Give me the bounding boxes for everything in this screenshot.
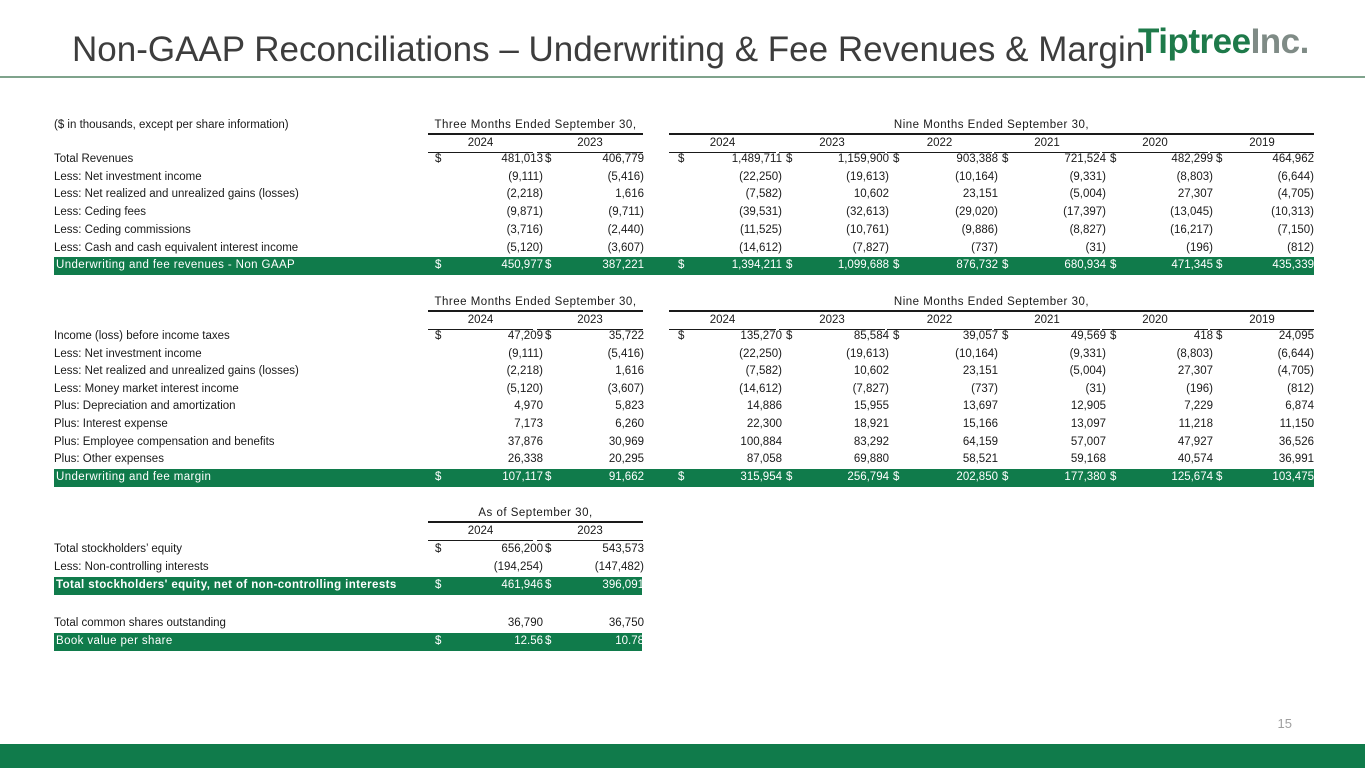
currency-symbol: $ — [893, 330, 900, 342]
cell-value: 36,750 — [608, 617, 644, 629]
three-months-header: Three Months Ended September 30, — [434, 296, 637, 308]
book-value-row — [54, 633, 642, 651]
year-header: 2020 — [1142, 314, 1168, 326]
row-label: Plus: Employee compensation and benefits — [54, 435, 275, 448]
year-header: 2022 — [926, 137, 953, 149]
year-header: 2023 — [577, 525, 603, 537]
row-label: Plus: Interest expense — [54, 418, 168, 430]
row-label: Less: Cash and cash equivalent interest income — [54, 241, 299, 254]
cell-value: 471,345 — [1171, 259, 1213, 271]
cell-value: 91,662 — [608, 471, 644, 483]
cell-value: 23,151 — [962, 188, 998, 201]
currency-symbol: $ — [1216, 471, 1223, 483]
cell-value: (14,612) — [739, 382, 782, 395]
cell-value: 6,874 — [1285, 400, 1314, 413]
cell-value: 27,307 — [1177, 188, 1213, 201]
cell-value: 1,159,900 — [837, 153, 889, 165]
cell-value: (9,331) — [1069, 170, 1106, 183]
cell-value: (7,150) — [1277, 223, 1314, 236]
cell-value: (2,440) — [607, 223, 644, 236]
cell-value: (5,120) — [506, 382, 543, 395]
row-label: Less: Non-controlling interests — [54, 561, 209, 573]
currency-symbol: $ — [678, 471, 685, 483]
row-label: Less: Net investment income — [54, 170, 202, 183]
total-row — [54, 257, 1314, 275]
cell-value: 903,388 — [956, 153, 998, 165]
table-row — [54, 204, 1314, 222]
currency-symbol: $ — [1216, 330, 1223, 342]
cell-value: 36,991 — [1278, 453, 1314, 466]
cell-value: (5,120) — [506, 241, 543, 254]
year-header: 2023 — [819, 137, 845, 149]
cell-value: (194,254) — [493, 561, 543, 573]
cell-value: 1,489,711 — [731, 153, 782, 165]
cell-value: (10,761) — [846, 223, 889, 236]
cell-value: 35,722 — [608, 330, 644, 342]
cell-value: 5,823 — [615, 400, 644, 413]
row-label: Plus: Depreciation and amortization — [54, 400, 236, 413]
cell-value: (9,331) — [1069, 347, 1106, 360]
table-row — [54, 186, 1314, 204]
cell-value: (4,705) — [1277, 365, 1314, 378]
cell-value: 85,584 — [853, 330, 889, 342]
table-row — [54, 541, 642, 559]
nine-months-header: Nine Months Ended September 30, — [893, 296, 1090, 308]
year-header: 2024 — [467, 314, 494, 326]
cell-value: (7,582) — [745, 365, 782, 378]
row-label: Less: Net realized and unrealized gains (losses) — [54, 188, 299, 201]
cell-value: (7,582) — [745, 188, 782, 201]
cell-value: 12,905 — [1070, 400, 1106, 413]
units-label: ($ in thousands, except per share information) — [54, 119, 289, 131]
cell-value: 256,794 — [847, 471, 889, 483]
table-row — [54, 398, 1314, 416]
cell-value: 7,229 — [1184, 400, 1213, 413]
cell-value: 1,616 — [615, 365, 644, 378]
year-header: 2021 — [1034, 137, 1060, 149]
cell-value: 24,095 — [1278, 330, 1314, 342]
three-months-header-rule — [428, 133, 643, 135]
currency-symbol: $ — [1110, 471, 1117, 483]
currency-symbol: $ — [545, 259, 552, 271]
cell-value: (10,164) — [955, 347, 998, 360]
row-label: Less: Ceding fees — [54, 206, 147, 219]
cell-value: 1,394,211 — [731, 259, 782, 271]
nine-months-header: Nine Months Ended September 30, — [893, 119, 1090, 131]
cell-value: 58,521 — [962, 453, 998, 466]
year-header: 2024 — [709, 137, 736, 149]
cell-value: (7,827) — [852, 382, 889, 395]
currency-symbol: $ — [435, 330, 442, 342]
cell-value: 30,969 — [608, 435, 644, 448]
row-label: Underwriting and fee margin — [56, 471, 212, 483]
row-label: Total Revenues — [54, 153, 134, 165]
year-header: 2024 — [709, 314, 736, 326]
cell-value: 656,200 — [501, 543, 543, 555]
cell-value: (8,827) — [1069, 223, 1106, 236]
cell-value: (2,218) — [506, 365, 543, 378]
currency-symbol: $ — [545, 635, 552, 647]
cell-value: 10,602 — [853, 188, 889, 201]
company-logo — [1138, 22, 1309, 62]
currency-symbol: $ — [545, 330, 552, 342]
currency-symbol: $ — [786, 471, 793, 483]
row-label: Total stockholders' equity, net of non-controlling interests — [56, 579, 397, 591]
cell-value: (6,644) — [1277, 170, 1314, 183]
cell-value: 6,260 — [615, 418, 644, 430]
cell-value: 12.56 — [514, 635, 543, 647]
cell-value: 464,962 — [1272, 153, 1314, 165]
cell-value: (3,716) — [506, 223, 543, 236]
year-header: 2024 — [467, 525, 494, 537]
cell-value: (29,020) — [955, 206, 998, 219]
year-header: 2024 — [467, 137, 494, 149]
nine-months-header-rule — [669, 133, 1314, 135]
cell-value: 418 — [1193, 330, 1213, 342]
cell-value: (6,644) — [1277, 347, 1314, 360]
cell-value: 11,150 — [1279, 418, 1314, 430]
nine-months-header-rule — [669, 310, 1314, 312]
currency-symbol: $ — [435, 259, 442, 271]
currency-symbol: $ — [1216, 259, 1223, 271]
as-of-header-rule — [428, 521, 643, 523]
cell-value: 39,057 — [962, 330, 998, 342]
cell-value: 13,697 — [962, 400, 998, 413]
row-label: Income (loss) before income taxes — [54, 330, 230, 342]
currency-symbol: $ — [1110, 330, 1117, 342]
currency-symbol: $ — [435, 543, 442, 555]
row-label: Total common shares outstanding — [54, 617, 226, 629]
cell-value: (196) — [1186, 382, 1213, 395]
cell-value: 49,569 — [1070, 330, 1106, 342]
cell-value: 4,970 — [514, 400, 543, 413]
currency-symbol: $ — [1110, 153, 1117, 165]
cell-value: 876,732 — [956, 259, 998, 271]
cell-value: 482,299 — [1171, 153, 1213, 165]
cell-value: (10,313) — [1271, 206, 1314, 219]
cell-value: (31) — [1085, 382, 1106, 395]
cell-value: (9,886) — [961, 223, 998, 236]
table-row — [54, 346, 1314, 364]
cell-value: 13,097 — [1070, 418, 1106, 430]
row-label: Book value per share — [56, 635, 173, 647]
currency-symbol: $ — [1216, 153, 1223, 165]
cell-value: (9,111) — [508, 170, 543, 183]
cell-value: (39,531) — [739, 206, 782, 219]
cell-value: 387,221 — [602, 259, 644, 271]
currency-symbol: $ — [786, 259, 793, 271]
table-row — [54, 434, 1314, 452]
currency-symbol: $ — [893, 471, 900, 483]
year-header: 2020 — [1142, 137, 1168, 149]
cell-value: 14,886 — [746, 400, 782, 413]
table-row — [54, 240, 1314, 258]
row-label: Total stockholders’ equity — [54, 543, 183, 555]
cell-value: 27,307 — [1177, 365, 1213, 378]
cell-value: (4,705) — [1277, 188, 1314, 201]
year-header: 2021 — [1034, 314, 1060, 326]
currency-symbol: $ — [545, 471, 552, 483]
currency-symbol: $ — [1002, 330, 1009, 342]
cell-value: (14,612) — [739, 241, 782, 254]
cell-value: 481,013 — [501, 153, 543, 165]
cell-value: (32,613) — [846, 206, 889, 219]
cell-value: 36,526 — [1278, 435, 1314, 448]
cell-value: (8,803) — [1176, 347, 1213, 360]
currency-symbol: $ — [435, 153, 442, 165]
cell-value: (16,217) — [1170, 223, 1213, 236]
cell-value: 721,524 — [1064, 153, 1106, 165]
footer-bar — [0, 744, 1365, 768]
cell-value: 47,927 — [1177, 435, 1213, 448]
cell-value: 396,091 — [602, 579, 644, 591]
cell-value: 135,270 — [740, 330, 782, 342]
currency-symbol: $ — [893, 259, 900, 271]
cell-value: 107,117 — [502, 471, 543, 483]
cell-value: (737) — [971, 241, 998, 254]
cell-value: 57,007 — [1070, 435, 1106, 448]
cell-value: 15,955 — [853, 400, 889, 413]
cell-value: 47,209 — [507, 330, 543, 342]
row-label: Underwriting and fee revenues - Non GAAP — [56, 259, 296, 271]
cell-value: 10.78 — [615, 635, 644, 647]
cell-value: 10,602 — [853, 365, 889, 378]
table-row — [54, 222, 1314, 240]
cell-value: 680,934 — [1064, 259, 1106, 271]
cell-value: (13,045) — [1170, 206, 1213, 219]
table-row — [54, 451, 1314, 469]
page-number: 15 — [1277, 716, 1292, 731]
row-label: Less: Ceding commissions — [54, 223, 191, 236]
cell-value: 23,151 — [962, 365, 998, 378]
total-row — [54, 469, 1314, 487]
cell-value: (11,525) — [740, 223, 782, 236]
year-header: 2019 — [1249, 314, 1275, 326]
total-row — [54, 577, 642, 595]
cell-value: 18,921 — [853, 418, 889, 430]
page-title: Non-GAAP Reconciliations – Underwriting & Fee Revenues & Margin — [72, 30, 1146, 69]
cell-value: 59,168 — [1070, 453, 1106, 466]
currency-symbol: $ — [678, 153, 685, 165]
table-row — [54, 363, 1314, 381]
as-of-header: As of September 30, — [478, 507, 593, 519]
cell-value: (31) — [1085, 241, 1106, 254]
currency-symbol: $ — [1002, 153, 1009, 165]
cell-value: 1,099,688 — [837, 259, 889, 271]
cell-value: 26,338 — [507, 453, 543, 466]
cell-value: (147,482) — [594, 561, 644, 573]
cell-value: (812) — [1287, 241, 1314, 254]
cell-value: 543,573 — [602, 543, 644, 555]
cell-value: 315,954 — [740, 471, 782, 483]
row-label: Plus: Other expenses — [54, 453, 164, 466]
cell-value: 100,884 — [740, 435, 782, 448]
currency-symbol: $ — [435, 471, 442, 483]
row-label: Less: Net realized and unrealized gains (losses) — [54, 365, 299, 378]
cell-value: (812) — [1287, 382, 1314, 395]
year-header: 2022 — [926, 314, 953, 326]
cell-value: 69,880 — [853, 453, 889, 466]
cell-value: (9,711) — [608, 206, 644, 219]
cell-value: 202,850 — [956, 471, 998, 483]
currency-symbol: $ — [545, 153, 552, 165]
cell-value: 40,574 — [1177, 453, 1213, 466]
year-header: 2023 — [577, 137, 603, 149]
cell-value: 450,977 — [501, 259, 543, 271]
cell-value: 103,475 — [1272, 471, 1314, 483]
cell-value: (5,004) — [1069, 365, 1106, 378]
cell-value: 461,946 — [501, 579, 543, 591]
cell-value: 22,300 — [746, 418, 782, 430]
cell-value: 37,876 — [507, 435, 543, 448]
logo-text-inc: Inc. — [1250, 22, 1309, 61]
cell-value: 1,616 — [615, 188, 644, 201]
currency-symbol: $ — [545, 579, 552, 591]
cell-value: (7,827) — [852, 241, 889, 254]
cell-value: 11,218 — [1178, 418, 1213, 430]
cell-value: (9,871) — [506, 206, 543, 219]
currency-symbol: $ — [786, 330, 793, 342]
table-row — [54, 559, 642, 577]
currency-symbol: $ — [1002, 259, 1009, 271]
currency-symbol: $ — [786, 153, 793, 165]
cell-value: 435,339 — [1272, 259, 1314, 271]
cell-value: (737) — [971, 382, 998, 395]
currency-symbol: $ — [435, 635, 442, 647]
cell-value: 15,166 — [962, 418, 998, 430]
cell-value: 406,779 — [602, 153, 644, 165]
table-row — [54, 615, 642, 633]
cell-value: (196) — [1186, 241, 1213, 254]
cell-value: (2,218) — [506, 188, 543, 201]
table-row — [54, 151, 1314, 169]
cell-value: (5,004) — [1069, 188, 1106, 201]
year-header: 2023 — [819, 314, 845, 326]
cell-value: 7,173 — [514, 418, 543, 430]
currency-symbol: $ — [893, 153, 900, 165]
cell-value: 87,058 — [746, 453, 782, 466]
cell-value: (22,250) — [739, 170, 782, 183]
year-header: 2023 — [577, 314, 603, 326]
cell-value: (3,607) — [607, 382, 644, 395]
cell-value: (17,397) — [1063, 206, 1106, 219]
cell-value: (19,613) — [846, 347, 889, 360]
currency-symbol: $ — [678, 330, 685, 342]
cell-value: 83,292 — [853, 435, 889, 448]
cell-value: 125,674 — [1171, 471, 1213, 483]
cell-value: 64,159 — [962, 435, 998, 448]
year-header: 2019 — [1249, 137, 1275, 149]
row-label: Less: Net investment income — [54, 347, 202, 360]
three-months-header: Three Months Ended September 30, — [434, 119, 637, 131]
currency-symbol: $ — [1110, 259, 1117, 271]
cell-value: (10,164) — [955, 170, 998, 183]
currency-symbol: $ — [435, 579, 442, 591]
table-row — [54, 381, 1314, 399]
cell-value: (22,250) — [739, 347, 782, 360]
cell-value: 36,790 — [507, 617, 543, 629]
cell-value: (5,416) — [607, 347, 644, 360]
currency-symbol: $ — [1002, 471, 1009, 483]
row-label: Less: Money market interest income — [54, 382, 239, 395]
cell-value: (8,803) — [1176, 170, 1213, 183]
cell-value: (5,416) — [607, 170, 644, 183]
three-months-header-rule — [428, 310, 643, 312]
cell-value: (3,607) — [607, 241, 644, 254]
cell-value: (9,111) — [508, 347, 543, 360]
table-row — [54, 169, 1314, 187]
cell-value: 20,295 — [608, 453, 644, 466]
currency-symbol: $ — [678, 259, 685, 271]
table-row — [54, 328, 1314, 346]
logo-text-tiptree: Tiptree — [1138, 22, 1251, 61]
currency-symbol: $ — [545, 543, 552, 555]
cell-value: 177,380 — [1064, 471, 1106, 483]
table-row — [54, 416, 1314, 434]
title-divider — [0, 76, 1365, 78]
cell-value: (19,613) — [846, 170, 889, 183]
